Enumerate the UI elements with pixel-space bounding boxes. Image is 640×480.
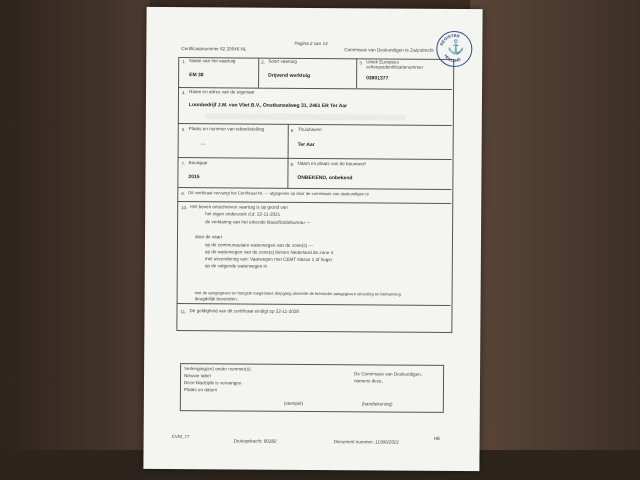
stamp-label: (stempel) [283, 400, 304, 406]
eni-label: Uniek Europees scheepsidentificatienummer [366, 59, 424, 70]
inspection-line-3: de verklaring van het erkende klassificatiebureau --- [205, 219, 311, 225]
background-left [0, 0, 150, 480]
form-code: CVM_77 [171, 434, 190, 440]
authority-name: Commissie van Deskundigen te Zwijndrecht [344, 47, 434, 53]
owner-value: Loonbedrijf J.M. van Vliet B.V., Oostkanaalweg 31, 2461 ER Ter Aar [188, 102, 348, 110]
vessel-name-label: Naam van het vaartuig [189, 58, 236, 64]
registration-label: Plaats en nummer van teboekstelling [188, 126, 265, 132]
background-right [470, 0, 640, 480]
owner-label: Naam en adres van de eigenaar [189, 89, 255, 95]
build-year-label: Bouwjaar [188, 160, 208, 166]
svg-text:REGISTER: REGISTER [438, 32, 461, 47]
validity-text: De geldigheid van dit certificaat eindigt op 22-11-2028 [189, 308, 299, 314]
inspection-line-8: op de volgende waterwegen in [204, 263, 268, 269]
inspection-line-5: op de communautaire waterwegen van de zone(s) --- [204, 242, 313, 248]
shipyard-value: ONBEKEND, onbekend [297, 174, 353, 182]
inspection-line-2: het eigen onderzoek d.d. 22-11-2021 [205, 211, 281, 217]
page-code: HB [433, 435, 441, 441]
inspection-line-6: op de waterwegen van de zone(s) binnen Nederland de zone 4 [204, 249, 334, 256]
home-port-label: Thuishaven [297, 126, 322, 133]
new-table-label: Nieuwe tabel [184, 373, 211, 379]
page-replaced-label: Deze bladzijde is vervangen [183, 380, 242, 386]
inspection-line-1: Het boven omschreven vaartuig is op grond van [190, 204, 288, 210]
vessel-name-value: EM 38 [189, 72, 204, 79]
home-port-value: Ter Aar [297, 141, 315, 149]
document-number: Document nummer: 11906/2021 [333, 439, 400, 445]
svg-text:HOLLAND: HOLLAND [443, 53, 462, 63]
replacement-text: Dit certificaat vervangt het Certificaat Nr. --- afgegeven op door de commissie van deskundigen te [188, 190, 369, 197]
signature-label: (handtekening) [361, 401, 393, 407]
inspection-line-4: door de vaart [194, 234, 223, 240]
on-behalf-label: namens deze, [353, 378, 383, 384]
certificate-number: Certificaatnummer 82 20546 NL [181, 46, 247, 52]
commission-label: De Commissie van Deskundigen, [354, 371, 422, 377]
extension-label: Verlenging(en) onder nummer(s): [184, 366, 252, 372]
certificate-page: Pagina 2 van 14 Certificaatnummer 82 20546 NL Commissie van Deskundigen te Zwijndrecht REGISTER HOLLAND ⚓ 1. Naam van het vaartuig EM 38 2. Soort vaartuig Drijvend werktuig 3. Uniek Europees scheepsidentificatienummer 03801377 4. Naam en adres van de eigenaar Loonbedrijf J.M. van Vliet B.V., Oostkanaalweg 31, 2461 ER Ter Aar 5. Plaats en nummer van teboekstelling --- 6. Thuishaven Ter Aar 7. Bouwjaar 2015 8. Naam en plaats van de bouwwerf ONBEKEND, onbekend 9. Dit certificaat vervangt het Certificaat Nr. --- afgegeven op door de commissie van deskundigen te 10. Het boven omschreven vaartuig is op grond van het eigen onderzoek d.d. 22-11-2021 de verklaring van het erkende klassificatiebureau --- door de vaart op de communautaire waterwegen van de zone(s) --- op de waterwegen van de zone(s) binnen Nederland de zone 4 met uitzondering van: Vaarwegen met CEMT klasse 1 of hoger op de volgende waterwegen in met de aangegeven en hoogste toegestane diepgang alsmede de hieronder aangegeven uitrusting en bemanning deugdelijk bevonden. 11. De geldigheid van dit certificaat eindigt op 22-11-2028 Verlenging(en) onder nummer(s): Nieuwe tabel Deze bladzijde is vervangen Plaats en datum De Commissie van Deskundigen, namens deze, (stempel) (handtekening) CVM_77 Drukopdracht: 80282 Document nummer: 11906/2021 HB [143, 7, 482, 471]
inspection-line-10: deugdelijk bevonden. [194, 296, 239, 302]
inspection-line-9: met de aangegeven en hoogste toegestane diepgang alsmede de hieronder aangegeven uitrusting en bemanning [194, 290, 401, 297]
place-date-label: Plaats en datum [183, 387, 218, 393]
print-order: Drukopdracht: 80282 [233, 438, 277, 444]
vessel-type-label: Soort vaartuig [268, 58, 297, 64]
build-year-value: 2015 [188, 174, 200, 181]
page-indicator: Pagina 2 van 14 [294, 40, 328, 47]
inspection-line-7: met uitzondering van: Vaarwegen met CEMT klasse 1 of hoger [204, 256, 333, 263]
shipyard-label: Naam en plaats van de bouwwerf [297, 160, 366, 167]
registration-value: --- [200, 141, 206, 147]
eni-value: 03801377 [366, 75, 389, 82]
anchor-icon: ⚓ [447, 38, 465, 56]
vessel-type-value: Drijvend werktuig [268, 72, 311, 79]
